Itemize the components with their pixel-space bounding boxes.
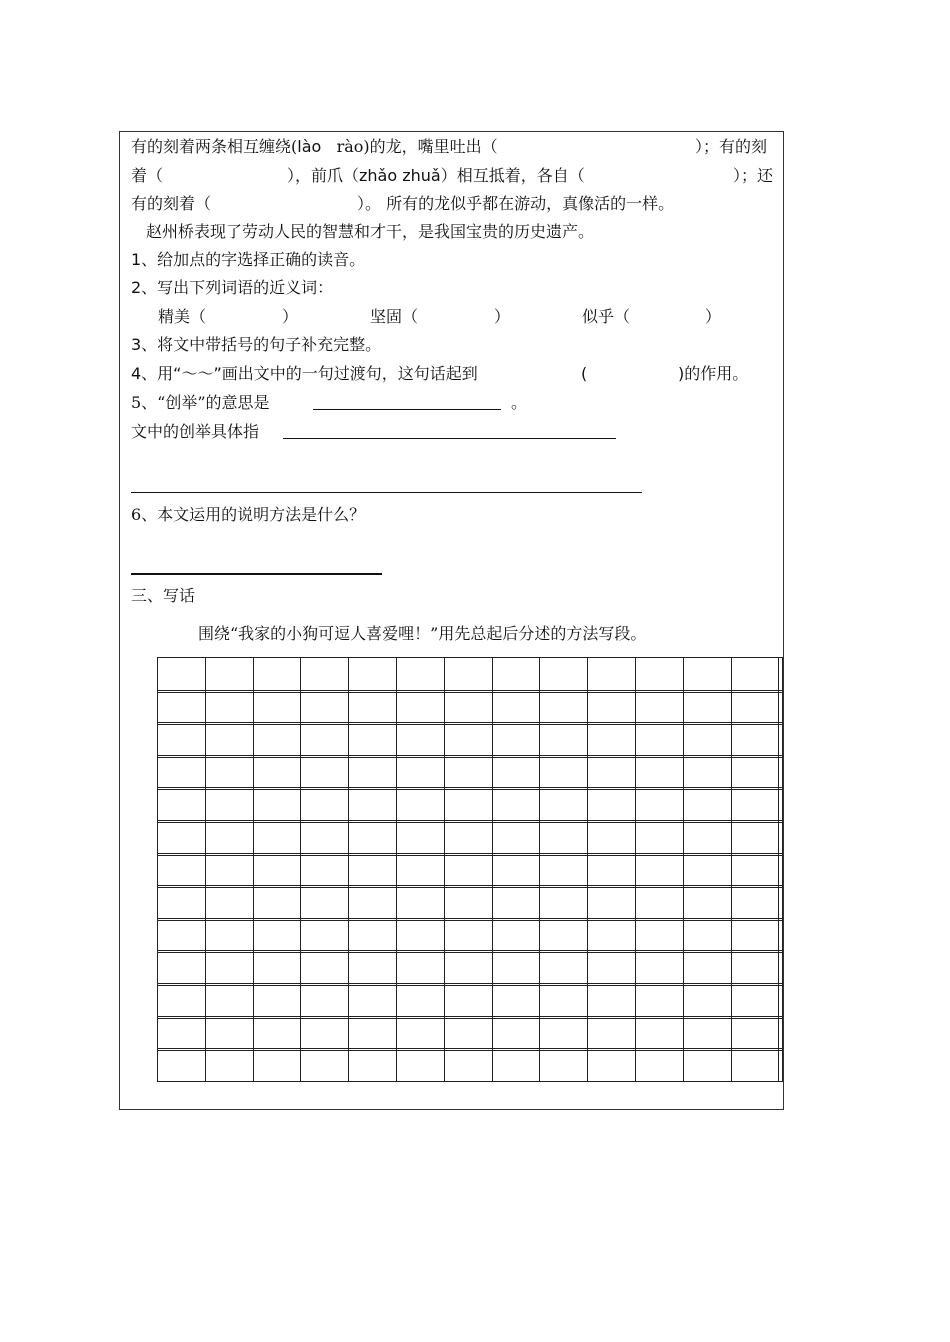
grid-line [205, 657, 206, 1081]
grid-line [157, 1050, 783, 1051]
grid-line [157, 722, 783, 723]
grid-line [300, 657, 301, 1081]
grid-line [587, 657, 588, 1081]
grid-line [157, 787, 783, 788]
passage-line-3-b: ）。 所有的龙似乎都在游动，真像活的一样。 [357, 194, 675, 213]
answer-line [131, 573, 382, 575]
grid-line [157, 1081, 783, 1082]
grid-line [492, 657, 493, 1081]
grid-line [157, 757, 783, 758]
answer-line [313, 409, 501, 410]
grid-line [157, 1018, 783, 1019]
question-5-detail: 文中的创举具体指 [131, 422, 260, 441]
question-1: 1、给加点的字选择正确的读音。 [131, 250, 366, 269]
grid-line [157, 952, 783, 953]
section-heading: 三、写话 [131, 586, 196, 605]
pinyin: rào [336, 137, 364, 156]
grid-line [157, 1048, 783, 1049]
grid-line [157, 657, 783, 658]
writing-prompt: 围绕“我家的小狗可逗人喜爱哩！”用先总起后分述的方法写段。 [198, 624, 647, 643]
grid-line [683, 657, 684, 1081]
passage-line-3-a: 有的刻着（ [131, 194, 212, 213]
grid-line [157, 950, 783, 951]
question-3: 3、将文中带括号的句子补充完整。 [131, 335, 382, 354]
grid-line [157, 918, 783, 919]
passage-line-1-end: ）；有的刻 [695, 137, 768, 156]
passage-line-4: 赵州桥表现了劳动人民的智慧和才干，是我国宝贵的历史遗产。 [146, 222, 595, 241]
passage-line-2-end: ）；还 [733, 166, 774, 185]
synonym-1-close: ） [282, 307, 299, 326]
grid-line [157, 724, 783, 725]
synonym-2-close: ） [494, 307, 511, 326]
grid-line [731, 657, 732, 1081]
grid-line [157, 885, 783, 886]
grid-line [157, 1016, 783, 1017]
grid-line [157, 690, 783, 691]
question-4: 4、用“～～”画出文中的一句过渡句，这句话起到 [131, 364, 478, 383]
grid-line [782, 657, 783, 1081]
grid-line [253, 657, 254, 1081]
synonym-2: 坚固（ [370, 307, 419, 326]
grid-line [157, 657, 158, 1081]
answer-line [131, 492, 642, 493]
question-6: 6、本文运用的说明方法是什么？ [131, 505, 366, 524]
pinyin: zhǎo zhuǎ [359, 166, 441, 185]
grid-line [444, 657, 445, 1081]
passage-line-2-b: ），前爪（zhǎo zhuǎ）相互抵着，各自（ [287, 166, 585, 185]
synonym-3-close: ） [705, 307, 722, 326]
pinyin: lào [297, 137, 322, 156]
grid-line [157, 887, 783, 888]
grid-line [157, 692, 783, 693]
synonym-3: 似乎（ [582, 307, 631, 326]
passage-line-1: 有的刻着两条相互缠绕(lào rào)的龙，嘴里吐出（ [131, 137, 498, 156]
synonym-1: 精美（ [158, 307, 207, 326]
grid-line [157, 855, 783, 856]
question-4-open: ( [581, 364, 588, 383]
question-2: 2、写出下列词语的近义词： [131, 278, 334, 297]
grid-line [396, 657, 397, 1081]
grid-line [778, 657, 779, 1081]
question-5-end: 。 [511, 393, 528, 412]
writing-grid[interactable] [157, 657, 783, 1081]
grid-line [635, 657, 636, 1081]
grid-line [157, 789, 783, 790]
grid-line [157, 983, 783, 984]
grid-line [157, 755, 783, 756]
answer-line [283, 438, 616, 439]
grid-line [348, 657, 349, 1081]
passage-line-2-a: 着（ [131, 166, 164, 185]
frame-edge [783, 131, 784, 231]
grid-line [157, 920, 783, 921]
grid-line [157, 820, 783, 821]
question-5: 5、“创举”的意思是 [131, 393, 270, 412]
grid-line [539, 657, 540, 1081]
grid-line [157, 822, 783, 823]
grid-line [157, 985, 783, 986]
grid-line [157, 853, 783, 854]
question-4-end: )的作用。 [678, 364, 749, 383]
